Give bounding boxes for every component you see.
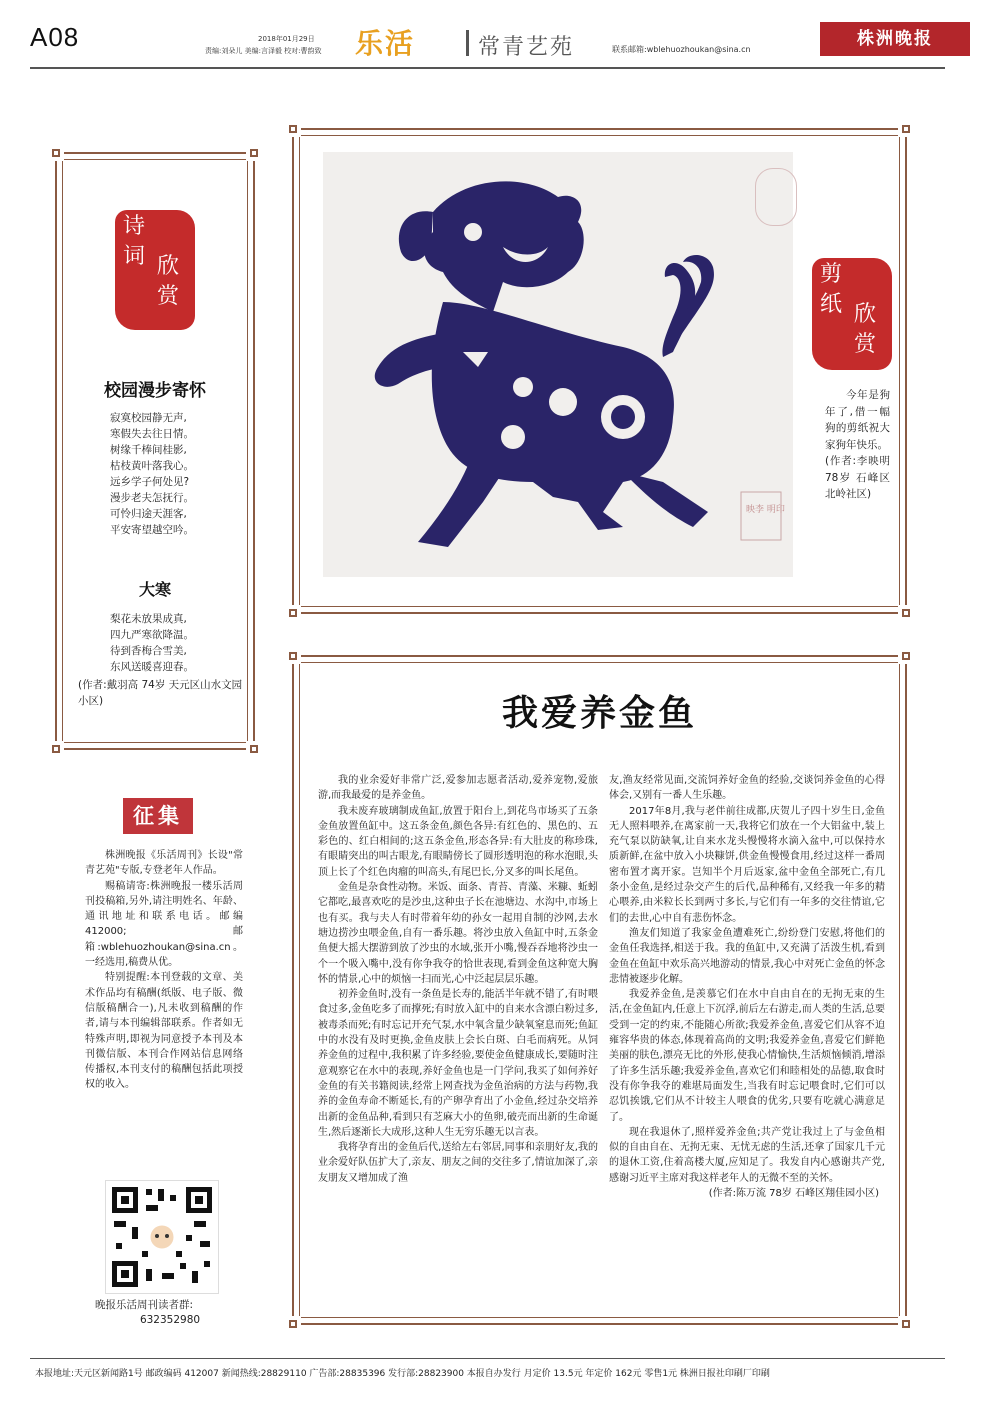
article-paragraph: 渔友们知道了我家金鱼遭难死亡,纷纷登门安慰,将他们的金鱼任我选择,相送于我。我的鱼缸中,又充满了活泼生机,看到金鱼在鱼缸中欢乐高兴地游动的情景,我心中对死亡金鱼的怀念悲情被逐步化解。 bbox=[609, 927, 885, 985]
seal-char: 欣 bbox=[854, 302, 877, 327]
flower-center bbox=[611, 405, 635, 429]
section-divider bbox=[466, 30, 469, 56]
artist-stamp bbox=[741, 492, 781, 540]
seal-char: 赏 bbox=[157, 284, 180, 309]
section-title: 常青艺苑 bbox=[478, 35, 575, 60]
poem-line: 漫步老夫怎抚行。 bbox=[110, 492, 194, 504]
poem-line: 四九严寒欲降温。 bbox=[110, 629, 194, 641]
qr-code-icon[interactable] bbox=[105, 1180, 219, 1294]
poem-line: 梨花未放果成真, bbox=[110, 613, 187, 625]
seal-char: 赏 bbox=[854, 332, 877, 357]
footer-info: 本报地址:天元区新闻路1号 邮政编码 412007 新闻热线:28829110 广告部:28835396 发行部:28823900 本报自办发行 月定价 13.5元 年定价 162元 零售1元 株洲日报社印刷厂印刷 bbox=[35, 1369, 770, 1379]
page-number: A08 bbox=[30, 22, 80, 52]
newspaper-brand: 株洲晚报 bbox=[820, 22, 970, 56]
article-paragraph: 现在我退休了,照样爱养金鱼;共产党让我过上了与金鱼相似的自由自在、无拘无束、无忧无虑的生活,还拿了国家几千元的退休工资,住着高楼大厦,应知足了。我发自内心感谢共产党,感谢习近平主席对我这样老年人的无微不至的关怀。 bbox=[609, 1126, 885, 1184]
article-paragraph: 我未废弃玻璃制成鱼缸,放置于阳台上,到花鸟市场买了五条金鱼放置鱼缸中。这五条金鱼,颜色各异:有红色的、黑色的、五彩色的、红白相间的;这五条金鱼,形态各异:有大肚皮的称珍珠,有眼睛突出的叫古眼龙,有眼睛傍长了圆形透明泡的称水泡眼,头顶上长了个红色肉瘤的叫高头,有尾巴长,分叉多的叫长尾鱼。 bbox=[318, 805, 598, 878]
solicitation-text bbox=[85, 848, 243, 1093]
article-paragraph: 初养金鱼时,没有一条鱼是长寿的,能活半年就不错了,有时喂食过多,金鱼吃多了而撑死;有时放入缸中的自来水含漂白粉过多,被毒杀而死;有时忘记开充气泵,水中氧含量少缺氧窒息而死;鱼缸中的水没有及时更换,金鱼皮肤上会长白斑、白毛而病死。从饲养金鱼的过程中,我积累了许多经验,要使金鱼健康成长,要随时注意观察它在水中的表现,养好金鱼也是一门学问,我买了如何养好金鱼的有关书籍阅读,经常上网查找为金鱼治病的方法与药物,我养的金鱼寿命不断延长,有的产卵孕育出了小金鱼,经过杂交培养出新的金鱼品种,看到只有芝麻大小的鱼卵,破壳而出新的生命诞生,然后逐渐长大成形,这种人生无穷乐趣无以言表。 bbox=[318, 989, 598, 1138]
dog-papercut-icon bbox=[323, 152, 793, 577]
dog-silhouette bbox=[375, 181, 714, 547]
corner-stamp bbox=[755, 168, 797, 226]
poem-line: 枯枝黄叶落我心。 bbox=[110, 460, 194, 472]
qr-group-number: 632352980 bbox=[139, 1314, 201, 1326]
qr-pattern bbox=[106, 1181, 218, 1293]
solicitation-heading: 征集 bbox=[123, 798, 193, 834]
poem-line: 东风送暖喜迎春。 bbox=[110, 661, 194, 673]
papercut-seal bbox=[812, 258, 892, 370]
poem-line: 寒假失去往日情。 bbox=[110, 428, 194, 440]
header-rule bbox=[30, 67, 945, 69]
solicitation-paragraph: 株洲晚报《乐活周刊》长设"常青艺苑"专版,专登老年人作品。 bbox=[85, 850, 243, 877]
poem-line: 寂寞校园静无声, bbox=[110, 412, 187, 424]
caption-text: 今年是狗年了,借一幅狗的剪纸祝大家狗年快乐。 bbox=[825, 389, 890, 451]
qr-caption-text: 晚报乐活周刊读者群: bbox=[95, 1299, 194, 1311]
article-paragraph: 我爱养金鱼,是羡慕它们在水中自由自在的无拘无束的生活,在金鱼缸内,任意上下沉浮,前后左右游走,而人类的生活,总要受到一定的约束,不能随心所欲;我爱养金鱼,喜爱它们从容不迫雍容华贵的体态,体现着高尚的文明;我爱养金鱼,喜爱它们鲜艳美丽的肤色,漂亮无比的外形,使我心情愉快,生活烦恼倾消,增添了许多生活乐趣;我爱养金鱼,喜欢它们和睦相处的品德,取食时没有你争我夺的难堪局面发生,当我有时忘记喂食时,它们可以忍饥挨饿,它们从不计较主人喂食的优劣,只要有吃就心满意足了。 bbox=[609, 989, 885, 1123]
article-column-2 bbox=[609, 773, 885, 1201]
article-column-1 bbox=[318, 773, 598, 1186]
editor-credits: 责编:刘朵儿 美编:言泽毅 校对:曹韵致 bbox=[205, 47, 322, 55]
solicitation-paragraph: 赐稿请寄:株洲晚报一楼乐活周刊投稿箱,另外,请注明姓名、年龄、通讯地址和联系电话。邮编412000;邮箱:wblehuozhoukan@sina.cn。一经选用,稿费从优。 bbox=[85, 880, 243, 969]
solicitation-paragraph: 特别提醒:本刊登载的文章、美术作品均有稿酬(纸版、电子版、微信版稿酬合一),凡未收到稿酬的作者,请与本刊编辑部联系。作者如无特殊声明,即视为同意授予本刊及本刊微信版、本刊合作网站信息网络传播权,本刊支付的稿酬包括此项授权的收入。 bbox=[85, 972, 243, 1091]
poem-author: (作者:戴羽高 74岁 天元区山水文园小区) bbox=[78, 679, 243, 707]
seal-char: 纸 bbox=[820, 292, 843, 317]
logo-text: 乐活 bbox=[355, 27, 416, 60]
stamp-text: 映李 明印 bbox=[746, 505, 785, 515]
papercut-photo bbox=[323, 152, 793, 577]
qr-caption bbox=[95, 1298, 245, 1328]
poem-line: 平安寄望越空吟。 bbox=[110, 524, 194, 536]
article-paragraph: 我的业余爱好非常广泛,爱参加志愿者活动,爱养宠物,爱旅游,而我最爱的是养金鱼。 bbox=[318, 775, 598, 802]
lehuo-logo bbox=[355, 22, 415, 62]
contact-email: 联系邮箱:wblehuozhoukan@sina.cn bbox=[612, 45, 751, 54]
footer-rule bbox=[30, 1358, 945, 1359]
poem-title: 大寒 bbox=[138, 580, 171, 599]
poem-line: 树缘千棒间桂影, bbox=[110, 444, 187, 456]
article-paragraph: 金鱼是杂食性动物。米饭、面条、青苔、青藻、米糠、蚯蚓它都吃,最喜欢吃的是沙虫,这种虫子长在池塘边、水沟中,市场上也有买。我与夫人有时带着年幼的孙女一起用自制的沙网,去水塘边捞沙虫喂金鱼,自有一番乐趣。将沙虫放入鱼缸中时,五条金鱼便大摇大摆游到放了沙虫的水域,张开小嘴,慢吞吞地将沙虫一个一个吸入嘴中,没有你争我夺的恰世表现,看到金鱼这种宽大胸怀的情景,心中的烦恼一扫而光,心中泛起层层乐趣。 bbox=[318, 882, 598, 985]
poem-line: 待到香梅合雪美, bbox=[110, 645, 187, 657]
poem-body bbox=[110, 410, 240, 538]
article-paragraph: 友,渔友经常见面,交流饲养好金鱼的经验,交谈饲养金鱼的心得体会,又别有一番人生乐趣。 bbox=[609, 775, 885, 802]
article-author: (作者:陈万流 78岁 石峰区翔佳园小区) bbox=[708, 1188, 879, 1200]
issue-date: 2018年01月29日 bbox=[258, 35, 315, 43]
poem-body bbox=[110, 611, 245, 675]
poetry-seal bbox=[115, 210, 195, 330]
article-paragraph: 我将孕育出的金鱼后代,送给左右邻居,同事和亲朋好友,我的业余爱好队伍扩大了,亲友、朋友之间的交往多了,情谊加深了,亲友朋友又增加成了渔 bbox=[318, 1142, 598, 1184]
poem-line: 可怜归途天涯客, bbox=[110, 508, 187, 520]
caption-author: (作者:李映明 78岁 石峰区北岭社区) bbox=[825, 455, 890, 500]
seal-char: 词 bbox=[123, 244, 146, 269]
papercut-caption bbox=[825, 387, 890, 503]
seal-char: 剪 bbox=[820, 262, 843, 287]
poem-line: 远乡学子何处见? bbox=[110, 476, 190, 488]
article-paragraph: 2017年8月,我与老伴前往成都,庆贺儿子四十岁生日,金鱼无人照料喂养,在离家前一天,我将它们放在一个大铝盆中,装上充气泵以防缺氧,让自来水龙头慢慢将水滴入盆中,可以保持水质新鲜,在盆中放入小块糠饼,供金鱼慢慢食用,经过这样一番周密布置才离开家。岂知半个月后返家,盆中金鱼全部死亡,有几条小金鱼,是经过杂交产生的后代,品种稀有,又经我一年多的精心喂养,由米粒长长到两寸多长,与它们有一年多的交往情谊,它们的去世,心中自有悲伤怀念。 bbox=[609, 805, 885, 924]
seal-char: 欣 bbox=[157, 254, 180, 279]
seal-char: 诗 bbox=[123, 214, 146, 239]
poem-title: 校园漫步寄怀 bbox=[104, 381, 206, 401]
article-title: 我爱养金鱼 bbox=[501, 692, 697, 734]
